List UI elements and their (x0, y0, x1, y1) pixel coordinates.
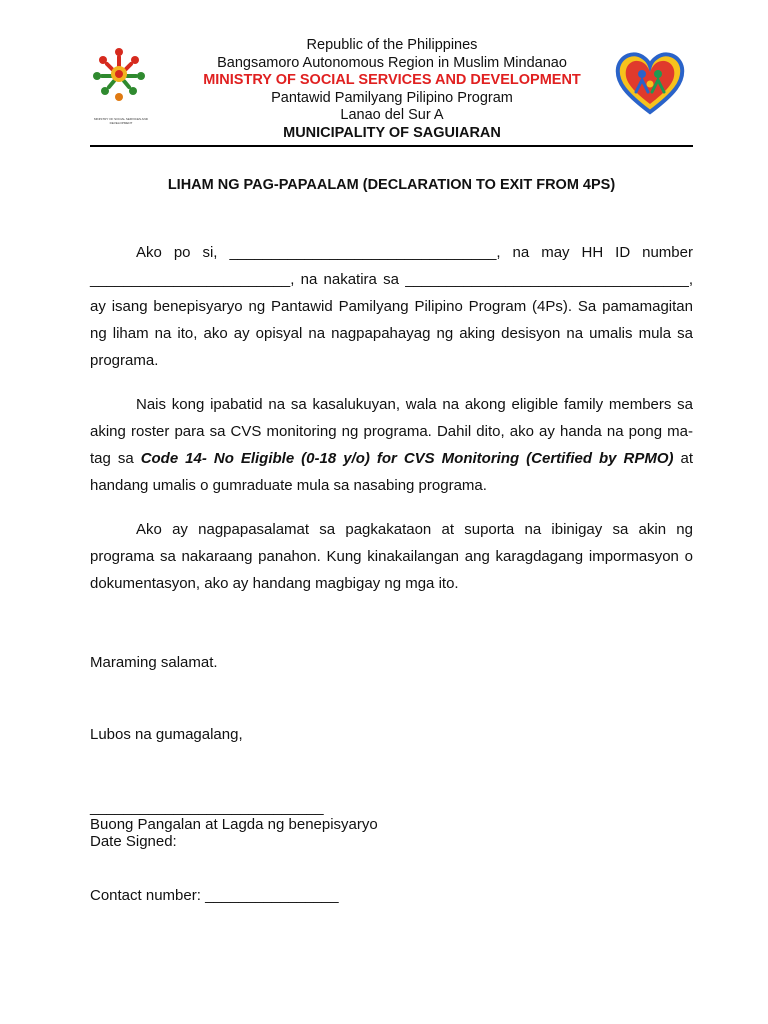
contact-number-field (90, 887, 339, 904)
seal-caption: MINISTRY OF SOCIAL SERVICES AND DEVELOPMENT (94, 117, 148, 125)
para1-text-3: , na nakatira sa (290, 271, 406, 288)
paragraph-declaration (90, 239, 693, 374)
paragraph-eligibility (90, 391, 693, 499)
contact-label: Contact number: (90, 887, 206, 904)
code-14-emphasis: Code 14- No Eligible (0-18 y/o) for CVS Monitoring (Certified by RPMO) (140, 450, 674, 467)
header-divider (90, 145, 693, 147)
para1-text-1: Ako po si, (136, 244, 230, 261)
para1-text-4: , ay isang benepisyaryo ng Pantawid Pamilyang Pilipino Program (4Ps). Sa pamamagitan ng liham na ito, ako ay opisyal na nagpapahayag ng aking desisyon na umalis mula sa programa. (90, 271, 693, 369)
hh-id-blank[interactable]: ________________________ (90, 271, 291, 288)
regards-text: Lubos na gumagalang, (90, 726, 243, 743)
header-program: Pantawid Pamilyang Pilipino Program (271, 89, 513, 106)
name-blank[interactable]: ________________________________ (229, 244, 497, 261)
contact-blank[interactable]: ________________ (205, 887, 339, 904)
header-province: Lanao del Sur A (340, 107, 444, 124)
letterhead (160, 37, 624, 143)
para3-text: Ako ay nagpapasalamat sa pagkakataon at suporta na ibinigay sa akin ng programa sa nakaraang panahon. Kung kinakailangan ang karagdagang impormasyon o dokumentasyon, ako ay handang magbigay ng mga ito. (90, 521, 693, 592)
paragraph-gratitude (90, 516, 693, 597)
header-republic: Republic of the Philippines (306, 37, 478, 53)
header-region: Bangsamoro Autonomous Region in Muslim Mindanao (217, 54, 567, 71)
signature-label: Buong Pangalan at Lagda ng benepisyaryo (90, 816, 378, 833)
para1-text-2: , na may HH ID number (496, 244, 693, 261)
document-title: LIHAM NG PAG-PAPAALAM (DECLARATION TO EXIT FROM 4PS) (167, 177, 616, 193)
header-ministry: MINISTRY OF SOCIAL SERVICES AND DEVELOPMENT (203, 72, 581, 89)
mssd-seal-icon (86, 42, 156, 125)
para2-text-2: at handang umalis o gumraduate mula sa nasabing programa. (90, 450, 693, 494)
date-signed-label: Date Signed: (90, 833, 177, 850)
address-blank[interactable]: __________________________________ (405, 271, 689, 288)
signature-line[interactable]: ____________________________ (90, 799, 324, 816)
header-municipality: MUNICIPALITY OF SAGUIARAN (283, 124, 501, 141)
para2-text-1: Nais kong ipabatid na sa kasalukuyan, wala na akong eligible family members sa aking roster para sa CVS monitoring ng programa. Dahil dito, ako ay handa na pong ma-tag sa (90, 396, 693, 467)
closing-text: Maraming salamat. (90, 654, 218, 671)
